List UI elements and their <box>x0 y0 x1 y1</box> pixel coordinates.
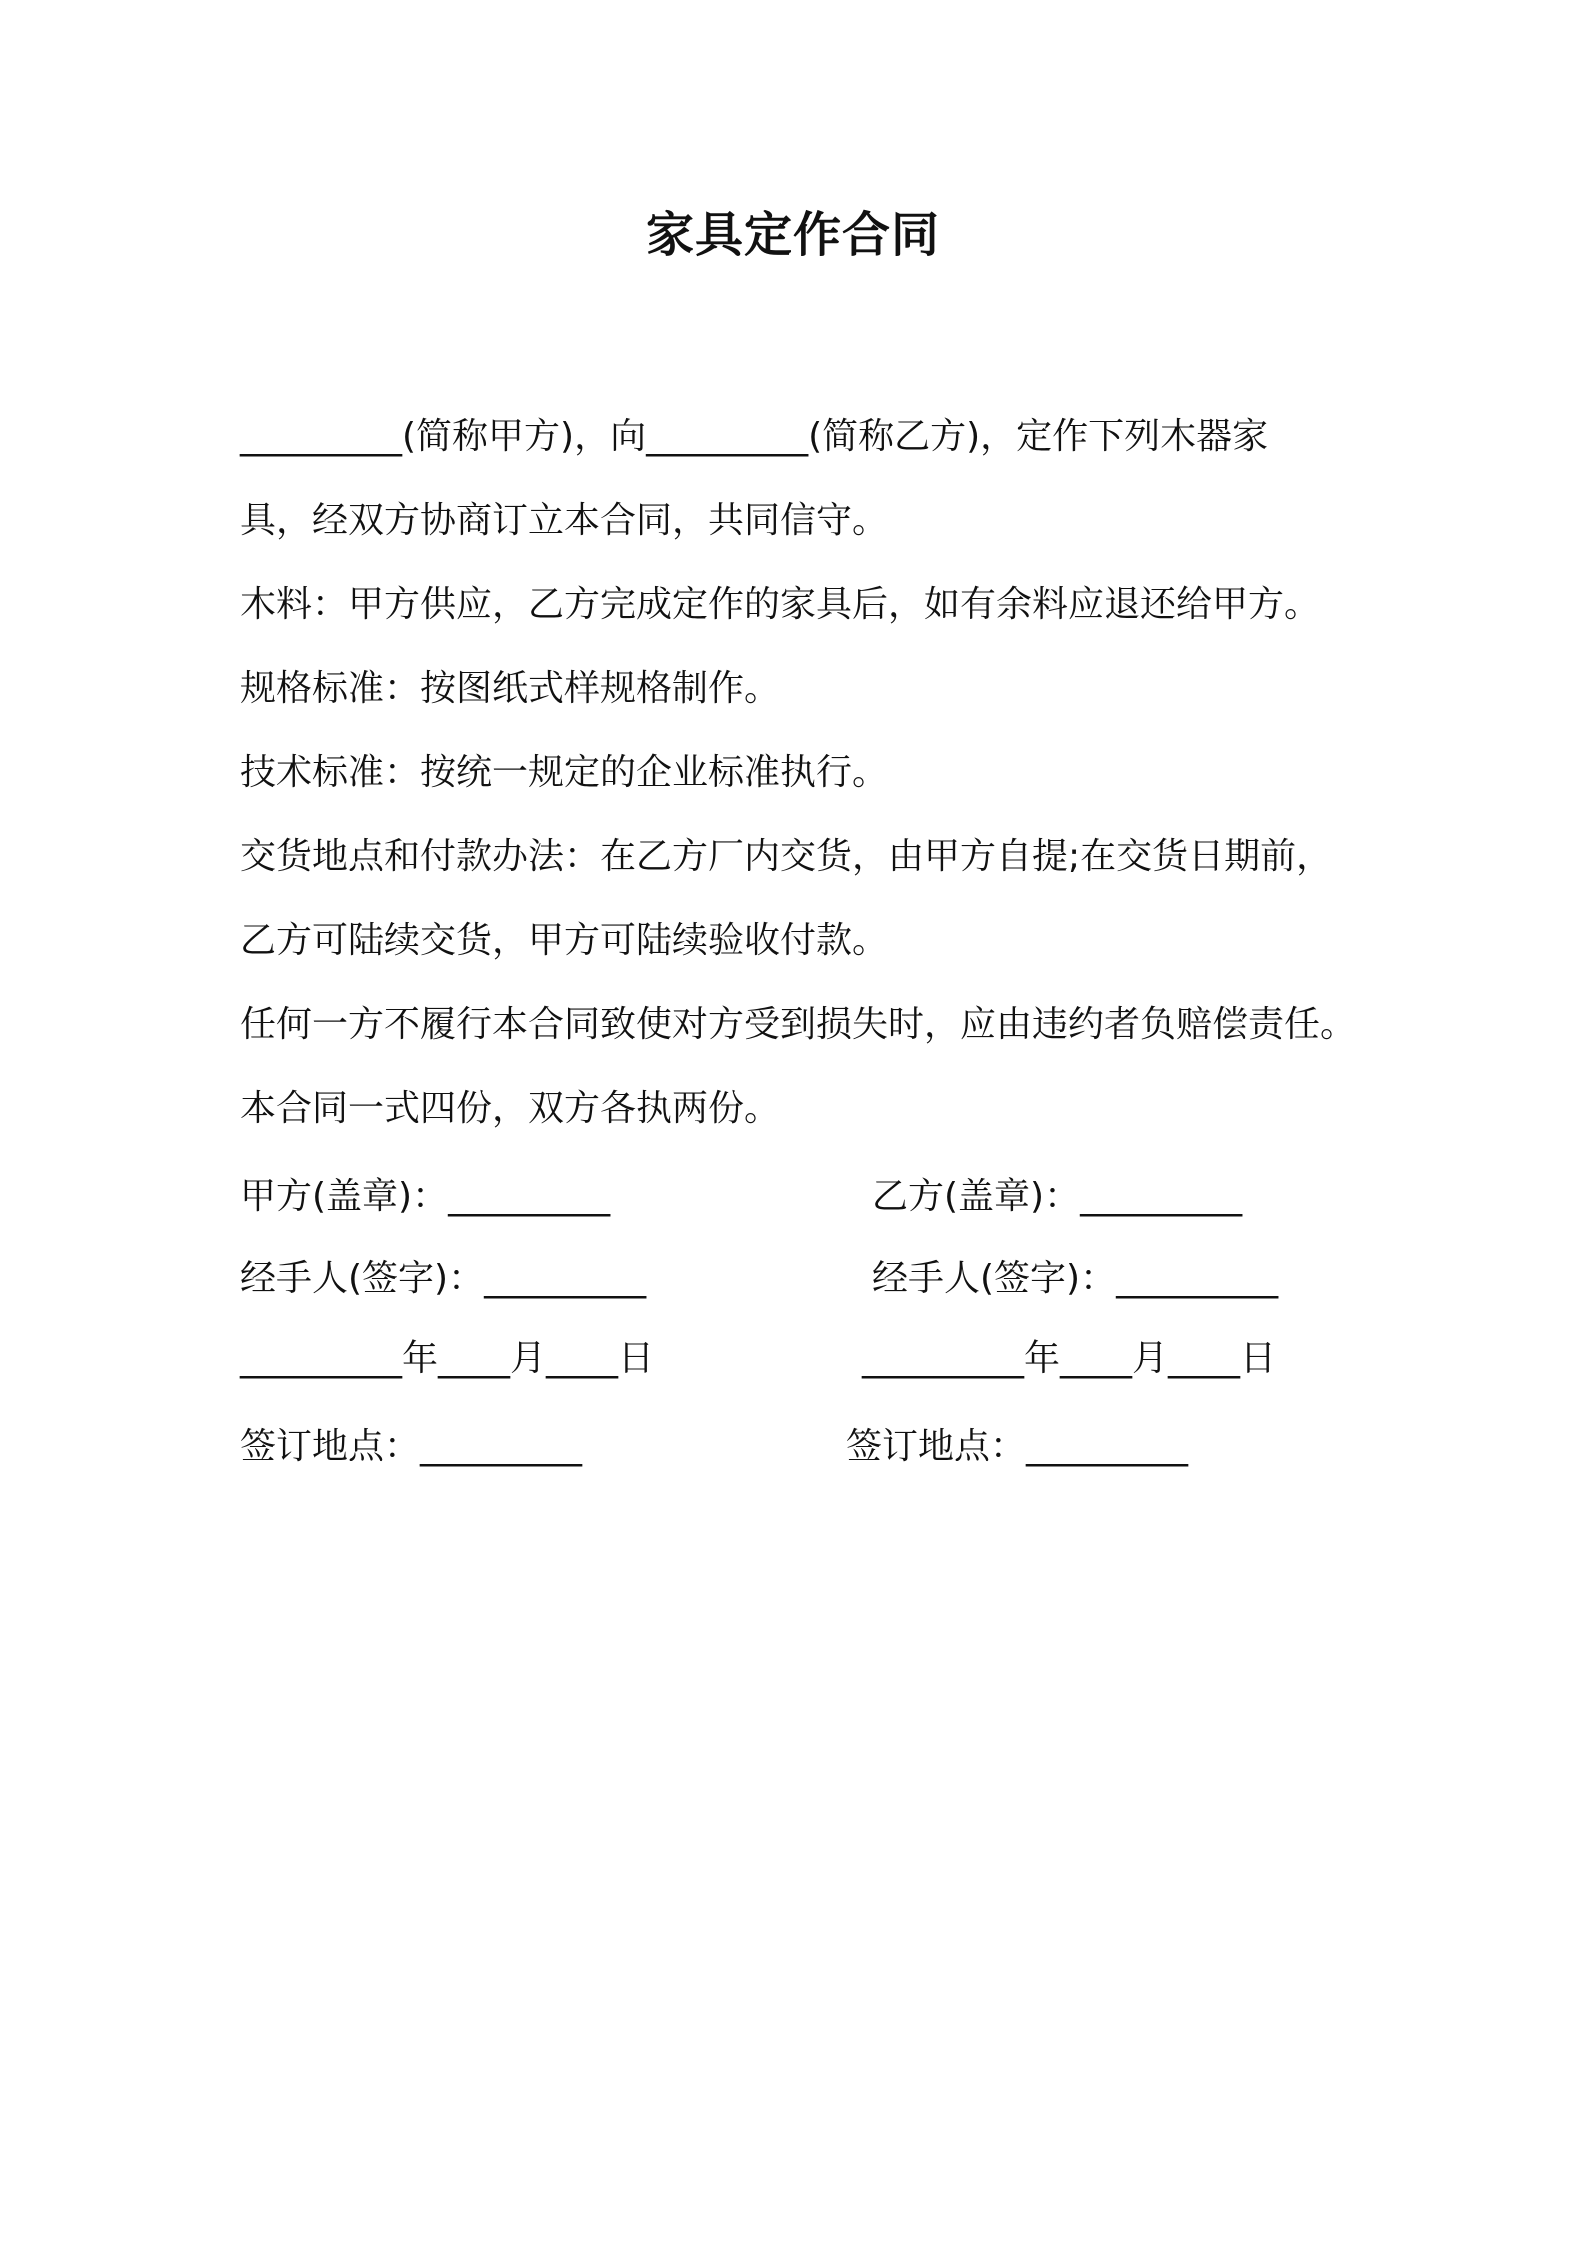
clause-material: 木料：甲方供应，乙方完成定作的家具后，如有余料应退还给甲方。 <box>240 584 1321 625</box>
clause-breach: 任何一方不履行本合同致使对方受到损失时，应由违约者负赔偿责任。 <box>240 1004 1357 1045</box>
clause-delivery-payment-cont: 乙方可陆续交货，甲方可陆续验收付款。 <box>240 920 889 961</box>
clause-delivery-payment: 交货地点和付款办法：在乙方厂内交货，由甲方自提;在交货日期前， <box>240 836 1333 877</box>
party-a-seal: 甲方(盖章)：_________ <box>240 1176 611 1217</box>
party-b-seal: 乙方(盖章)：_________ <box>872 1176 1243 1217</box>
document-title: 家具定作合同 <box>645 207 940 263</box>
party-b-date: _________年____月____日 <box>862 1338 1276 1379</box>
clause-technical-standard: 技术标准：按统一规定的企业标准执行。 <box>240 752 889 793</box>
party-a-date: _________年____月____日 <box>240 1338 654 1379</box>
clause-specification: 规格标准：按图纸式样规格制作。 <box>240 668 781 709</box>
paragraph-line-1: _________(简称甲方)，向_________(简称乙方)，定作下列木器家 <box>240 416 1269 457</box>
party-b-agent: 经手人(签字)：_________ <box>872 1258 1279 1299</box>
party-a-agent: 经手人(签字)：_________ <box>240 1258 647 1299</box>
paragraph-line-2: 具，经双方协商订立本合同，共同信守。 <box>240 500 889 541</box>
party-b-place: 签订地点：_________ <box>846 1426 1189 1467</box>
party-a-place: 签订地点：_________ <box>240 1426 583 1467</box>
clause-copies: 本合同一式四份，双方各执两份。 <box>240 1088 781 1129</box>
